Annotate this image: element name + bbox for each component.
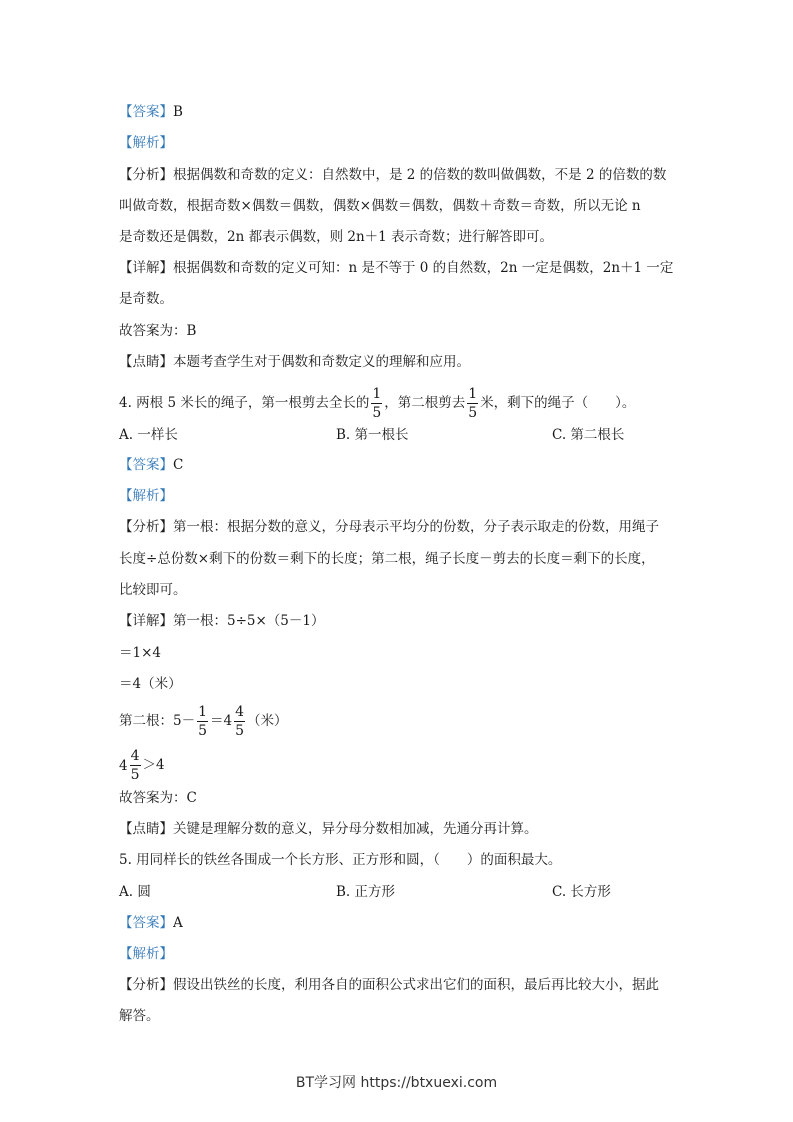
answer-tag: 【答案】 xyxy=(119,457,173,473)
step4-part-b: ＝4 xyxy=(210,713,233,729)
q4-conclusion: 故答案为：C xyxy=(119,790,197,806)
q5-option-a: A. 圆 xyxy=(119,884,151,900)
fenxi-text: 第一根：根据分数的意义，分母表示平均分的份数，分子表示取走的份数，用绳子 xyxy=(173,519,659,535)
q4-step-3: ＝4（米） xyxy=(119,676,182,692)
q3-fenxi-line-3: 是奇数还是偶数，2n 都表示偶数，则 2n＋1 表示奇数；进行解答即可。 xyxy=(119,229,554,245)
q4-fenxi-line-3: 比较即可。 xyxy=(119,582,187,598)
q5-option-b: B. 正方形 xyxy=(336,884,396,900)
fraction-denominator: 5 xyxy=(372,405,382,421)
q5-options xyxy=(119,882,689,902)
fraction-denominator: 5 xyxy=(235,723,245,739)
dianjing-tag: 【点睛】 xyxy=(119,821,173,837)
step4-part-c: （米） xyxy=(247,713,288,729)
q3-fenxi-line-1 xyxy=(119,165,689,185)
step4-part-a: 第二根：5－ xyxy=(119,713,196,729)
q4-fraction-1 xyxy=(371,387,382,420)
fraction-denominator: 5 xyxy=(468,405,478,421)
comparison-fraction xyxy=(130,749,141,782)
fenxi-tag: 【分析】 xyxy=(119,977,173,993)
comparison-whole: 4 xyxy=(119,757,128,774)
comparison-rest: ＞4 xyxy=(142,757,165,773)
xiangjie-tag: 【详解】 xyxy=(119,613,173,629)
q4-analysis-tag: 【解析】 xyxy=(119,488,173,504)
q4-option-b: B. 第一根长 xyxy=(336,427,409,443)
q5-fenxi-line-2: 解答。 xyxy=(119,1008,160,1024)
step4-fraction xyxy=(197,705,208,738)
fraction-numerator: 4 xyxy=(130,748,140,764)
fraction-numerator: 1 xyxy=(372,386,382,402)
q5-stem: 5. 用同样长的铁丝各围成一个长方形、正方形和圆，（ ）的面积最大。 xyxy=(119,852,562,868)
answer-value: B xyxy=(173,104,183,120)
q4-options xyxy=(119,425,689,445)
q5-analysis-tag: 【解析】 xyxy=(119,946,173,962)
step4-result-fraction xyxy=(234,705,245,738)
dianjing-text: 关键是理解分数的意义，异分母分数相加减，先通分再计算。 xyxy=(173,821,538,837)
q4-stem xyxy=(119,383,689,423)
q4-dianjing xyxy=(119,819,689,839)
q4-comparison xyxy=(119,745,689,785)
q4-step-2: ＝1×4 xyxy=(119,645,161,661)
q3-conclusion: 故答案为：B xyxy=(119,323,197,339)
q4-fraction-2 xyxy=(467,387,478,420)
xiangjie-tag: 【详解】 xyxy=(119,260,173,276)
fraction-denominator: 5 xyxy=(130,767,140,783)
step-text: 第一根：5÷5×（5－1） xyxy=(173,613,325,629)
q4-answer xyxy=(119,455,689,475)
fenxi-tag: 【分析】 xyxy=(119,519,173,535)
q4-fenxi-line-2: 长度÷总份数×剩下的份数＝剩下的长度；第二根，绳子长度－剪去的长度＝剩下的长度， xyxy=(119,551,655,567)
footer-watermark: BT学习网 https://btxuexi.com xyxy=(295,1075,498,1091)
fraction-numerator: 1 xyxy=(198,704,208,720)
q4-step-4 xyxy=(119,701,689,741)
q3-analysis-tag: 【解析】 xyxy=(119,135,173,151)
q4-option-c: C. 第二根长 xyxy=(552,427,625,443)
answer-value: C xyxy=(173,457,184,473)
dianjing-text: 本题考查学生对于偶数和奇数定义的理解和应用。 xyxy=(173,354,470,370)
fraction-numerator: 1 xyxy=(468,386,478,402)
q5-option-c: C. 长方形 xyxy=(552,884,611,900)
q4-stem-part-c: 米，剩下的绳子（ ）。 xyxy=(480,395,636,411)
q4-fenxi-line-1 xyxy=(119,517,689,537)
q3-dianjing xyxy=(119,352,689,372)
fraction-denominator: 5 xyxy=(198,723,208,739)
xiangjie-text: 根据偶数和奇数的定义可知：n 是不等于 0 的自然数，2n 一定是偶数，2n＋1 一定 xyxy=(173,260,674,276)
q4-step-1 xyxy=(119,611,689,631)
answer-tag: 【答案】 xyxy=(119,915,173,931)
q5-fenxi-line-1 xyxy=(119,975,689,995)
answer-value: A xyxy=(173,915,183,931)
fenxi-text: 根据偶数和奇数的定义：自然数中，是 2 的倍数的数叫做偶数，不是 2 的倍数的数 xyxy=(173,167,667,183)
q5-answer xyxy=(119,913,689,933)
q3-xiangjie-line-1 xyxy=(119,258,689,278)
q3-answer xyxy=(119,102,689,122)
fenxi-tag: 【分析】 xyxy=(119,167,173,183)
dianjing-tag: 【点睛】 xyxy=(119,354,173,370)
fraction-numerator: 4 xyxy=(235,704,245,720)
q4-stem-part-a: 4. 两根 5 米长的绳子，第一根剪去全长的 xyxy=(119,395,370,411)
q4-option-a: A. 一样长 xyxy=(119,427,178,443)
q3-fenxi-line-2: 叫做奇数，根据奇数×偶数＝偶数，偶数×偶数＝偶数，偶数＋奇数＝奇数，所以无论 n xyxy=(119,198,641,214)
q3-xiangjie-line-2: 是奇数。 xyxy=(119,291,173,307)
fenxi-text: 假设出铁丝的长度，利用各自的面积公式求出它们的面积，最后再比较大小，据此 xyxy=(173,977,659,993)
q4-stem-part-b: ，第二根剪去 xyxy=(384,395,466,411)
answer-tag: 【答案】 xyxy=(119,104,173,120)
